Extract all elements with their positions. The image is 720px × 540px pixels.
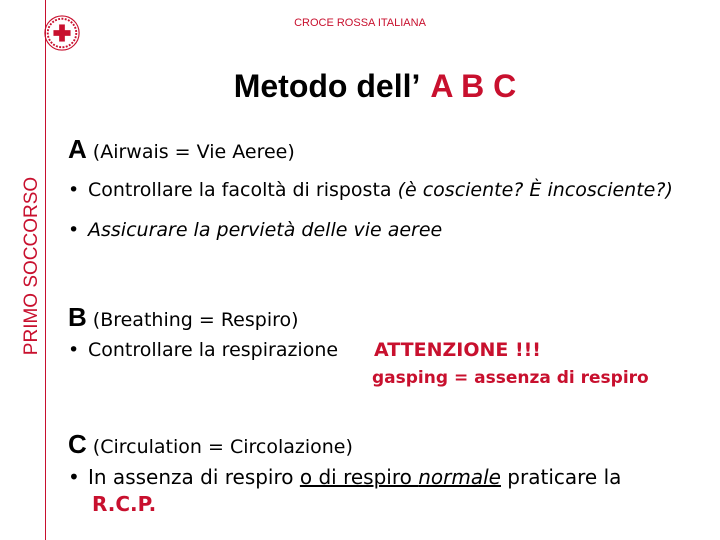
page-title [200,68,550,105]
section-b-item-1 [68,339,338,361]
section-b-letter: B [68,302,87,332]
title-main: Metodo dell’ [233,68,421,104]
section-c-item-1-part-d: praticare la [500,465,622,489]
section-c-letter: C [68,429,87,459]
section-c-item-1-part-b: o di respiro [299,465,419,489]
sidebar-title: PRIMO SOCCORSO [21,176,42,356]
section-a-item-1 [68,179,673,201]
warning-label: ATTENZIONE !!! [374,339,541,361]
rcp-label: R.C.P. [92,492,157,516]
section-a-description: (Airwais = Vie Aeree) [92,141,295,163]
organization-name: CROCE ROSSA ITALIANA [294,17,426,29]
section-c-heading [68,429,353,460]
sidebar [0,0,46,540]
bullet: • [68,179,80,201]
section-a-letter: A [68,134,87,164]
section-a-item-2 [68,219,442,241]
title-abc: A B C [430,68,517,104]
bullet: • [68,339,80,361]
section-c-item-1-emphasis: normale [418,465,501,489]
section-b-heading [68,302,299,333]
section-a-item-2-text: Assicurare la pervietà delle vie aeree [88,219,443,241]
sidebar-divider [45,0,46,540]
section-b-description: (Breathing = Respiro) [92,309,299,331]
section-a-item-1-italic: (è cosciente? È incosciente?) [397,179,673,201]
section-c-item-1-part-a: In assenza di respiro [88,465,300,489]
bullet: • [68,465,80,489]
gasping-note: gasping = assenza di respiro [372,368,649,388]
section-c-description: (Circulation = Circolazione) [92,436,353,458]
bullet: • [68,219,80,241]
section-a-item-1-text: Controllare la facoltà di risposta [88,179,398,201]
section-b-item-1-text: Controllare la respirazione [88,339,339,361]
section-a-heading [68,134,295,165]
section-c-item-1 [68,465,621,489]
